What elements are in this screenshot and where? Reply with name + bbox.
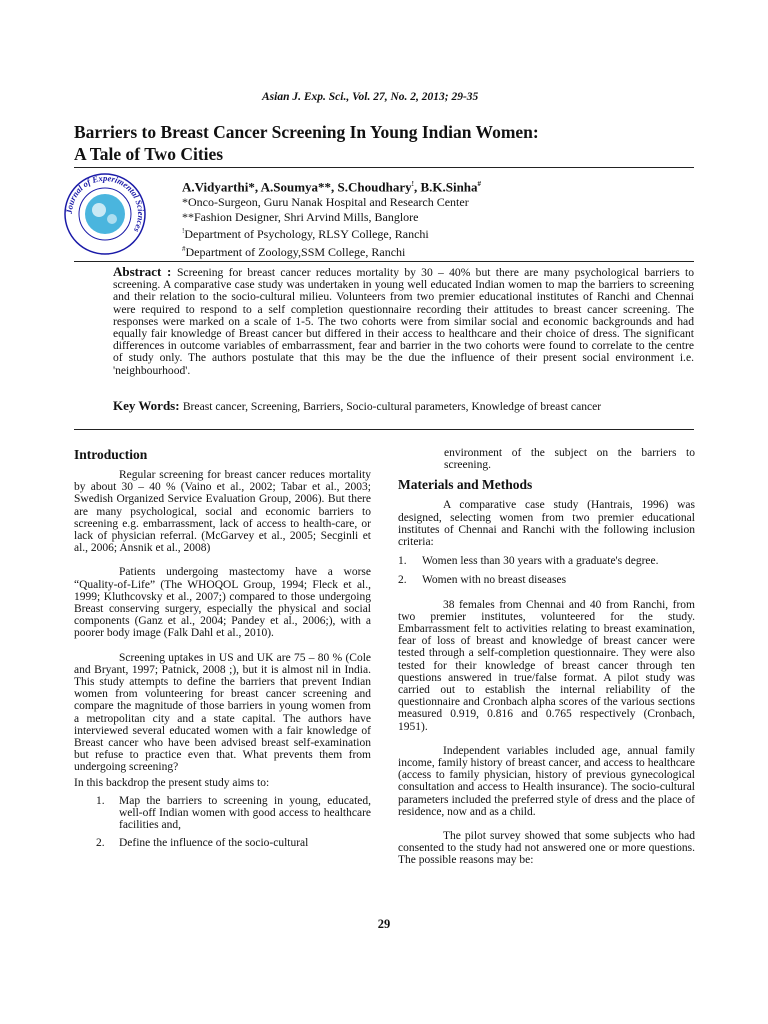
intro-paragraph-4: In this backdrop the present study aims to: [74, 776, 270, 789]
author-divider [74, 261, 694, 262]
methods-paragraph-3: Independent variables included age, annual family income, family history of breast cancer, and access to healthcare (access to family physician, history of previous gynecological consultation and access to Health insurance). The socio-cultural parameters included the preferred style of dress and the place of residence, now and as a child. [398, 744, 695, 818]
author-block [182, 177, 682, 259]
abstract-label: Abstract : [113, 264, 177, 279]
title-line-2: A Tale of Two Cities [74, 144, 224, 164]
methods-heading: Materials and Methods [398, 477, 533, 493]
abstract [113, 266, 694, 377]
intro-paragraph-2: Patients undergoing mastectomy have a worse “Quality-of-Life” (The WHOQOL Group, 1994; Fleck et al., 1999; Kluthcovsky et al., 2007;) compared to those undergoing Breast conserving surgery, especially the physical and social components (Ganz et al., 2004; Pandey et al., 2006;), with a poorer body image (Falk Dahl et al., 2010). [74, 566, 371, 640]
abstract-divider [74, 429, 694, 430]
list-item: 2. Women with no breast diseases [398, 574, 567, 587]
list-item: 1. Women less than 30 years with a graduate's degree. [398, 555, 659, 568]
seal-lettering: Journal of Experimental Sciences [63, 172, 147, 235]
inclusion-criteria-list [398, 555, 695, 586]
keywords-text: Breast cancer, Screening, Barriers, Socio-cultural parameters, Knowledge of breast cancer [182, 400, 602, 413]
keywords-label: Key Words: [113, 398, 183, 413]
journal-citation-text: Asian J. Exp. Sci., Vol. 27, No. 2, 2013; 29-35 [262, 91, 479, 103]
journal-seal-icon [63, 172, 147, 256]
intro-paragraph-3: Screening uptakes in US and UK are 75 – 80 % (Cole and Bryant, 1997; Patnick, 2008 ;), but it is almost nil in India. This study attempts to define the barriers that prevent Indian women from volunteering for breast cancer screening and compare the magnitude of those barriers in young women from a metropolitan city and a state capital. The authors have interviewed several educated women with a fair knowledge of Breast cancer who have been advised breast self-examination but refuse to practice even that. What prevents them from undergoing screening? [74, 651, 371, 774]
methods-paragraph-4: The pilot survey showed that some subjects who had consented to the study had not answered one or more questions. The possible reasons may be: [398, 830, 695, 867]
affiliation-3: !Department of Psychology, RLSY College, Ranchi [182, 227, 429, 242]
author-names: A.Vidyarthi*, A.Soumya**, S.Choudhary!, B.K.Sinha# [182, 179, 482, 195]
title-line-1: Barriers to Breast Cancer Screening In Young Indian Women: [74, 122, 539, 142]
introduction-heading: Introduction [74, 447, 148, 462]
right-column [398, 447, 695, 867]
list-item: 1. Map the barriers to screening in young, educated, well-off Indian women with good access to healthcare facilities and, [96, 794, 371, 832]
abstract-text: Screening for breast cancer reduces mortality by 30 – 40% but there are many psychological barriers to screening. A comparative case study was undertaken in young well educated Indian women to map the barriers to screening and their relation to the socio-cultural milieu. Volunteers from two premier educational institutes of Ranchi and Chennai were required to respond to a self completion questionnaire recording their attitudes to breast cancer screening. The responses were marked on a scale of 1-5. The two cohorts were from similar social and economic backgrounds and had equally fair knowledge of Breast cancer but differed in their access to healthcare and their choice of dress. The significant differences in outcome variables of embarrassment, fear and barrier in the two cohorts were found to correlate to the centre of study only. The authors postulate that this may be the due the influence of their present social environment i.e. 'neighbourhood'. [113, 266, 694, 377]
left-column [74, 447, 371, 850]
methods-paragraph-2: 38 females from Chennai and 40 from Ranchi, from two premier institutes, volunteered for the study. Embarrassment felt to activities relating to breast examination, fear of loss of breast and knowledge of breast cancer were tested through a self-completion questionnaire. They were also tested for their knowledge of breast cancer through ten questions answered in true/false format. A pilot study was carried out to establish the internal reliability of the questionnaire and Cronbach alpha scores of the various sections measured 0.919, 0.816 and 0.765 respectively (Cronbach, 1951). [398, 598, 695, 733]
list-continuation: environment of the subject on the barriers to screening. [444, 447, 695, 472]
aims-list [74, 795, 371, 850]
intro-paragraph-1: Regular screening for breast cancer reduces mortality by about 30 – 40 % (Vaino et al., 2002; Tabar et al., 2003; Swedish Organized Service Evaluation Group, 2006). But there are many psychological, social and economic barriers to screening e.g. embarrassment, lack of access to health-care, or lack of physician referral. (McGarvey et al., 2005; Secginli et al., 2006; Ansnik et al., 2008) [74, 469, 371, 555]
list-item: 2. Define the influence of the socio-cultural [96, 837, 309, 850]
affiliation-4: #Department of Zoology,SSM College, Ranchi [182, 244, 406, 259]
affiliation-2: **Fashion Designer, Shri Arvind Mills, Banglore [182, 209, 419, 224]
methods-paragraph-1: A comparative case study (Hantrais, 1996) was designed, selecting women from two premier educational institutes of Chennai and Ranchi with the following inclusion criteria: [398, 499, 695, 549]
article-title [74, 121, 694, 165]
affiliation-1: *Onco-Surgeon, Guru Nanak Hospital and Research Center [182, 195, 469, 210]
title-divider [74, 167, 694, 168]
keywords [113, 399, 694, 414]
page-number: 29 [377, 917, 391, 931]
